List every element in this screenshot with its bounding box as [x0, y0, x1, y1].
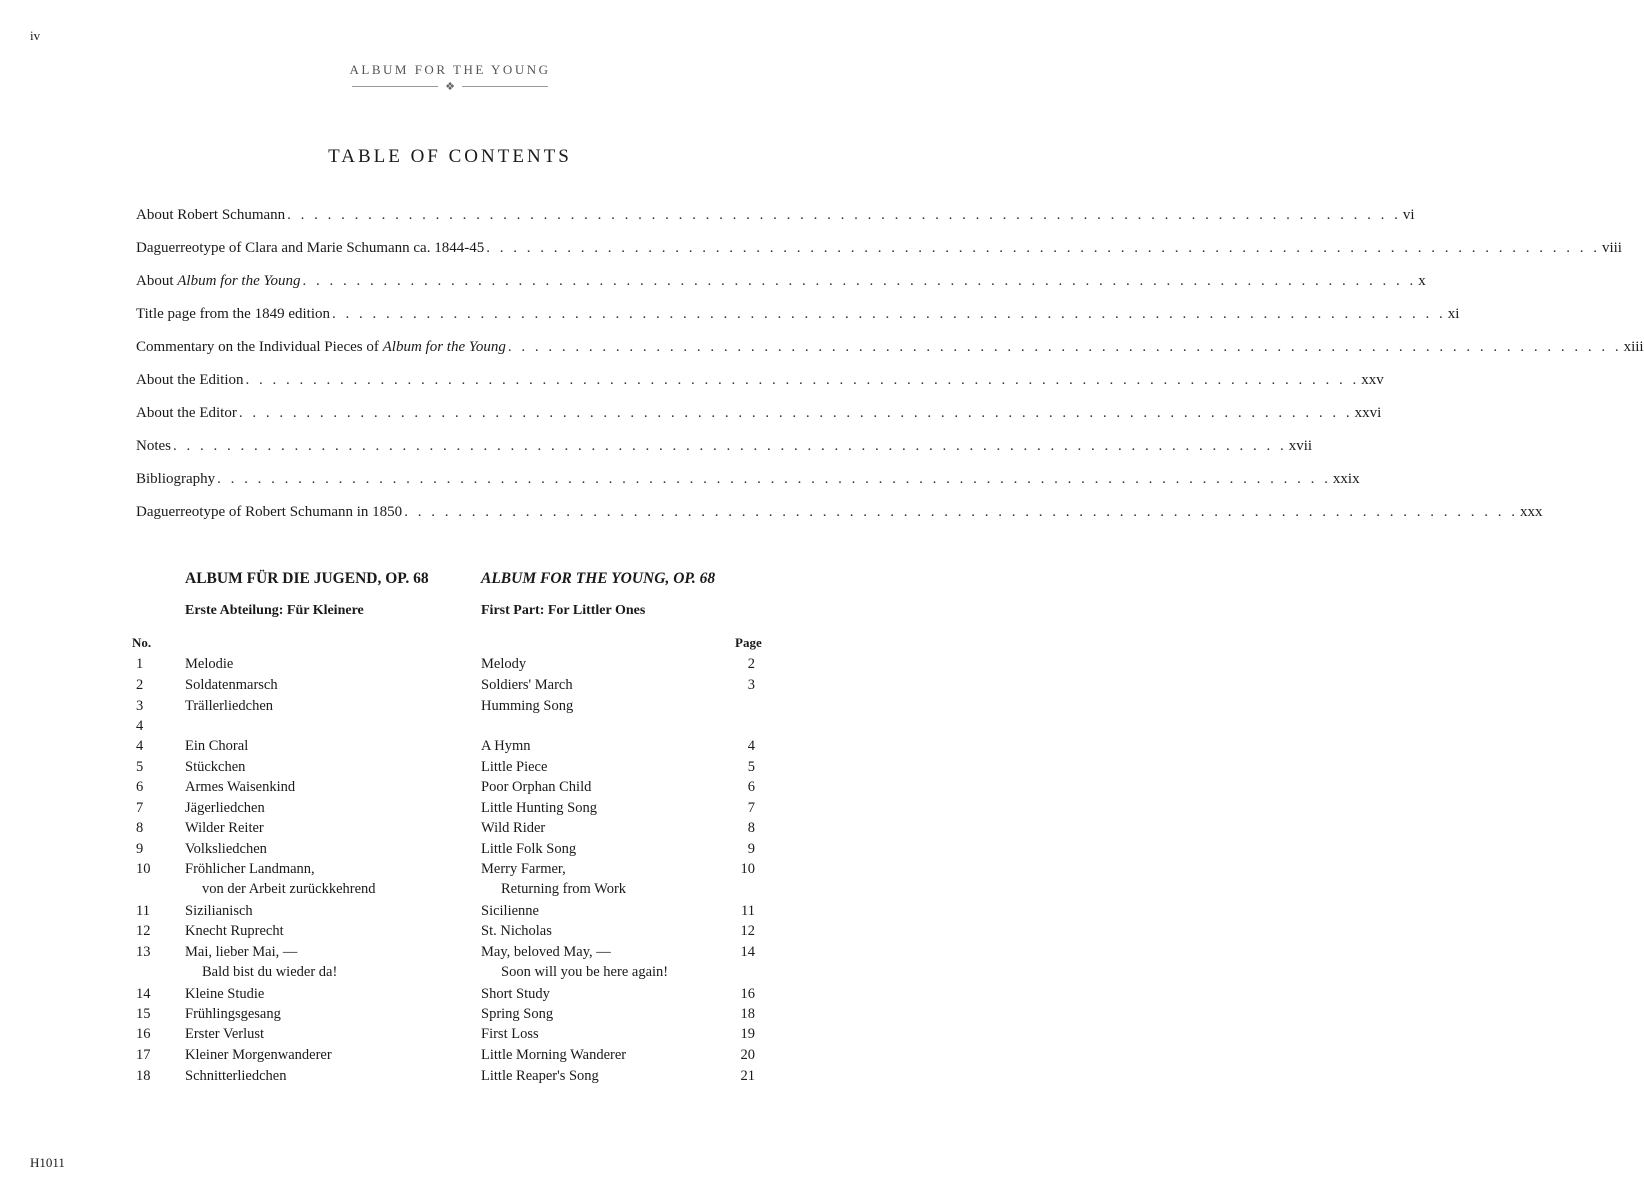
table-row[interactable] — [136, 942, 760, 982]
toc-entry-label: Title page from the 1849 edition — [136, 306, 331, 322]
toc-entry-page: xvii — [1288, 438, 1313, 454]
piece-page: 6 — [747, 779, 755, 795]
piece-page: 16 — [740, 986, 755, 1002]
piece-german-title: Trällerliedchen — [185, 698, 274, 714]
piece-page: 11 — [741, 903, 755, 919]
piece-number: 9 — [136, 841, 144, 857]
piece-number: 12 — [136, 923, 151, 939]
german-part-heading: Erste Abteilung: Für Kleinere — [185, 603, 364, 618]
toc-entry-page: vi — [1402, 207, 1415, 223]
toc-entry-page: xxx — [1519, 504, 1543, 520]
toc-entry[interactable]: Bibliography . . . . . . . . . . . . . . . . . . . . . . . . . . . . . . . . . . . . . . . . . . . . . . . . . . . . . . . . . . . . . . . . . . . . . . . . . . . . . . . . . . . xxix — [136, 471, 1360, 487]
piece-english-title: Wild Rider — [481, 820, 546, 836]
piece-number: 16 — [136, 1026, 151, 1042]
ornament-icon: ❖ — [445, 81, 455, 93]
piece-english-title: Poor Orphan Child — [481, 779, 592, 795]
piece-number: 10 — [136, 861, 151, 877]
piece-number: 4 — [136, 718, 144, 734]
english-album-title: ALBUM FOR THE YOUNG, OP. 68 — [481, 570, 716, 587]
publisher-code: H1011 — [30, 1155, 65, 1170]
piece-page: 14 — [740, 944, 755, 960]
piece-english-title: Humming Song — [481, 698, 574, 714]
piece-english-title: Little Reaper's Song — [481, 1068, 599, 1084]
piece-english-title: A Hymn — [481, 738, 531, 754]
toc-entry[interactable]: Daguerreotype of Clara and Marie Schumann ca. 1844-45 . . . . . . . . . . . . . . . . . . . . . . . . . . . . . . . . . . . . . . . . . . . . . . . . . . . . . . . . . . . . . . . . . . . . . . . . . . . . . . . . . . . viii — [136, 240, 1622, 256]
piece-german-title: Fröhlicher Landmann, — [185, 861, 315, 877]
toc-entry-label: About Album for the Young — [136, 273, 301, 289]
piece-german-title: Erster Verlust — [185, 1026, 265, 1042]
toc-entry[interactable]: Commentary on the Individual Pieces of Album for the Young . . . . . . . . . . . . . . . . . . . . . . . . . . . . . . . . . . . . . . . . . . . . . . . . . . . . . . . . . . . . . . . . . . . . . . . . . . . . . . . . . . . xiii — [136, 339, 1644, 355]
toc-entry[interactable]: About Robert Schumann . . . . . . . . . . . . . . . . . . . . . . . . . . . . . . . . . . . . . . . . . . . . . . . . . . . . . . . . . . . . . . . . . . . . . . . . . . . . . . . . . . . vi — [136, 207, 1415, 223]
piece-page: 12 — [740, 923, 755, 939]
piece-english-title: May, beloved May, — — [481, 944, 611, 960]
piece-german-title: Schnitterliedchen — [185, 1068, 287, 1084]
running-head: ALBUM FOR THE YOUNG — [349, 62, 551, 77]
german-album-title: ALBUM FÜR DIE JUGEND, OP. 68 — [185, 570, 429, 587]
piece-english-title: Little Folk Song — [481, 841, 577, 857]
piece-german-title: Sizilianisch — [185, 903, 253, 919]
piece-number: 14 — [136, 986, 151, 1002]
piece-german-title: Mai, lieber Mai, — — [185, 944, 298, 960]
piece-page: 21 — [740, 1068, 755, 1084]
toc-entry-page: xxvi — [1354, 405, 1382, 421]
piece-english-title: Little Piece — [481, 759, 548, 775]
toc-entry[interactable]: About Album for the Young . . . . . . . . . . . . . . . . . . . . . . . . . . . . . . . . . . . . . . . . . . . . . . . . . . . . . . . . . . . . . . . . . . . . . . . . . . . . . . . . . . . x — [136, 273, 1426, 289]
page-title: TABLE OF CONTENTS — [328, 146, 572, 167]
piece-english-subtitle: Returning from Work — [501, 881, 627, 897]
toc-entry[interactable]: Daguerreotype of Robert Schumann in 1850 . . . . . . . . . . . . . . . . . . . . . . . . . . . . . . . . . . . . . . . . . . . . . . . . . . . . . . . . . . . . . . . . . . . . . . . . . . . . . . . . . . . xxx — [136, 504, 1543, 520]
piece-number: 11 — [136, 903, 150, 919]
piece-page: 7 — [747, 800, 755, 816]
toc-entry[interactable]: Notes . . . . . . . . . . . . . . . . . . . . . . . . . . . . . . . . . . . . . . . . . . . . . . . . . . . . . . . . . . . . . . . . . . . . . . . . . . . . . . . . . . . xvii — [136, 438, 1313, 454]
piece-german-title: Knecht Ruprecht — [185, 923, 284, 939]
piece-german-title: Stückchen — [185, 759, 246, 775]
piece-english-title: First Loss — [481, 1026, 539, 1042]
toc-entry-page: xiii — [1623, 339, 1644, 355]
piece-english-title: St. Nicholas — [481, 923, 552, 939]
toc-entry-label: Commentary on the Individual Pieces of Album for the Young — [136, 339, 506, 355]
piece-german-title: Wilder Reiter — [185, 820, 264, 836]
piece-german-title: Melodie — [185, 656, 234, 672]
piece-english-title: Little Hunting Song — [481, 800, 597, 816]
toc-entry[interactable]: About the Edition . . . . . . . . . . . . . . . . . . . . . . . . . . . . . . . . . . . . . . . . . . . . . . . . . . . . . . . . . . . . . . . . . . . . . . . . . . . . . . . . . . . xxv — [136, 372, 1384, 388]
piece-german-subtitle: von der Arbeit zurückkehrend — [202, 881, 376, 897]
ornament-divider — [352, 80, 548, 94]
toc-entry-label: Daguerreotype of Clara and Marie Schumann ca. 1844-45 — [136, 240, 485, 256]
piece-german-title: Volksliedchen — [185, 841, 267, 857]
column-header-page: Page — [735, 635, 762, 650]
piece-english-subtitle: Soon will you be here again! — [501, 964, 669, 980]
piece-number: 1 — [136, 656, 144, 672]
piece-german-title: Ein Choral — [185, 738, 249, 754]
toc-entry-label: About the Editor — [136, 405, 237, 421]
piece-english-title: Melody — [481, 656, 527, 672]
piece-page: 4 — [747, 738, 755, 754]
toc-entry-page: x — [1418, 273, 1426, 289]
piece-german-title: Kleiner Morgenwanderer — [185, 1047, 332, 1063]
column-header-no: No. — [132, 635, 152, 650]
piece-number: 5 — [136, 759, 144, 775]
piece-page: 3 — [747, 677, 755, 693]
piece-number: 6 — [136, 779, 144, 795]
piece-number: 18 — [136, 1068, 151, 1084]
piece-page: 5 — [747, 759, 755, 775]
piece-number: 4 — [136, 738, 144, 754]
toc-entry-label: Daguerreotype of Robert Schumann in 1850 — [136, 504, 403, 520]
piece-english-title: Sicilienne — [481, 903, 539, 919]
piece-page: 8 — [747, 820, 755, 836]
piece-german-title: Soldatenmarsch — [185, 677, 278, 693]
piece-number: 7 — [136, 800, 144, 816]
piece-number: 8 — [136, 820, 144, 836]
piece-page: 10 — [740, 861, 755, 877]
toc-entry[interactable]: About the Editor . . . . . . . . . . . . . . . . . . . . . . . . . . . . . . . . . . . . . . . . . . . . . . . . . . . . . . . . . . . . . . . . . . . . . . . . . . . . . . . . . . . xxvi — [136, 405, 1382, 421]
piece-english-title: Little Morning Wanderer — [481, 1047, 627, 1063]
piece-german-subtitle: Bald bist du wieder da! — [202, 964, 338, 980]
piece-page: 2 — [747, 656, 755, 672]
piece-number: 3 — [136, 698, 144, 714]
piece-number: 2 — [136, 677, 144, 693]
piece-number: 13 — [136, 944, 151, 960]
piece-english-title: Merry Farmer, — [481, 861, 566, 877]
page-number: iv — [30, 28, 41, 43]
toc-entry-page: xxix — [1332, 471, 1360, 487]
english-part-heading: First Part: For Littler Ones — [481, 603, 646, 618]
piece-german-title: Kleine Studie — [185, 986, 265, 1002]
toc-entry-label: About Robert Schumann — [136, 207, 286, 223]
piece-page: 20 — [740, 1047, 755, 1063]
piece-english-title: Soldiers' March — [481, 677, 573, 693]
toc-entry[interactable]: Title page from the 1849 edition . . . . . . . . . . . . . . . . . . . . . . . . . . . . . . . . . . . . . . . . . . . . . . . . . . . . . . . . . . . . . . . . . . . . . . . . . . . . . . . . . . . xi — [136, 306, 1460, 322]
toc-entry-label: About the Edition — [136, 372, 244, 388]
toc-entry-label: Notes — [136, 438, 171, 454]
piece-number: 17 — [136, 1047, 151, 1063]
piece-german-title: Frühlingsgesang — [185, 1006, 281, 1022]
toc-entry-page: viii — [1601, 240, 1622, 256]
piece-page: 19 — [740, 1026, 755, 1042]
piece-german-title: Jägerliedchen — [185, 800, 265, 816]
toc-entry-page: xxv — [1361, 372, 1384, 388]
piece-number: 15 — [136, 1006, 151, 1022]
piece-page: 18 — [740, 1006, 755, 1022]
piece-english-title: Spring Song — [481, 1006, 554, 1022]
piece-page: 9 — [747, 841, 755, 857]
table-row[interactable] — [136, 859, 760, 899]
piece-german-title: Armes Waisenkind — [185, 779, 296, 795]
toc-entry-label: Bibliography — [136, 471, 216, 487]
toc-entry-page: xi — [1447, 306, 1460, 322]
piece-english-title: Short Study — [481, 986, 550, 1002]
